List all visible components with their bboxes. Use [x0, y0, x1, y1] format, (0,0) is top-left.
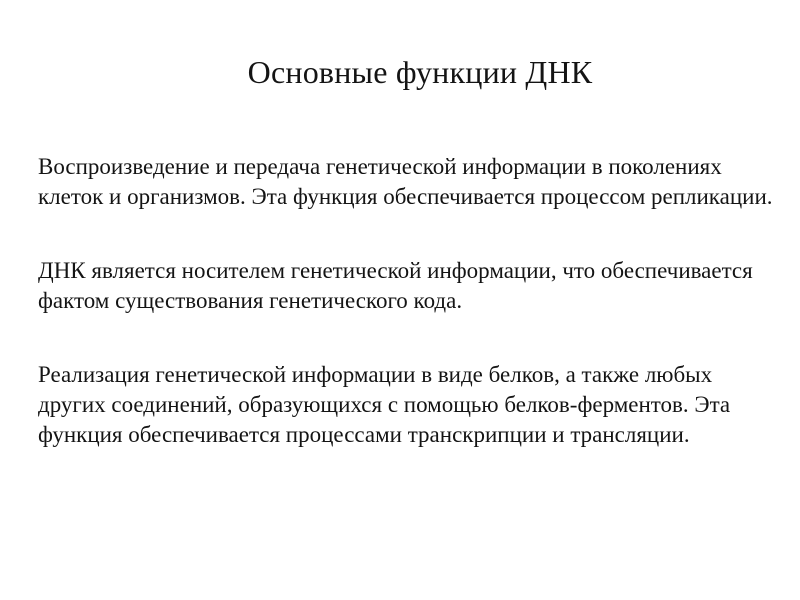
slide-body	[38, 152, 778, 494]
paragraph-expression: Реализация генетической информации в виде белков, а также любых других соединений, образующихся с помощью белков-ферментов. Эта функция обеспечивается процессами транскрипции и трансляции.	[38, 362, 731, 447]
slide-title: Основные функции ДНК	[247, 54, 593, 90]
paragraph-genetic-code: ДНК является носителем генетической информации, что обеспечивается фактом существования генетического кода.	[38, 258, 753, 313]
paragraph-replication: Воспроизведение и передача генетической информации в поколениях клеток и организмов. Эта функция обеспечивается процессом репликации.	[38, 154, 773, 209]
